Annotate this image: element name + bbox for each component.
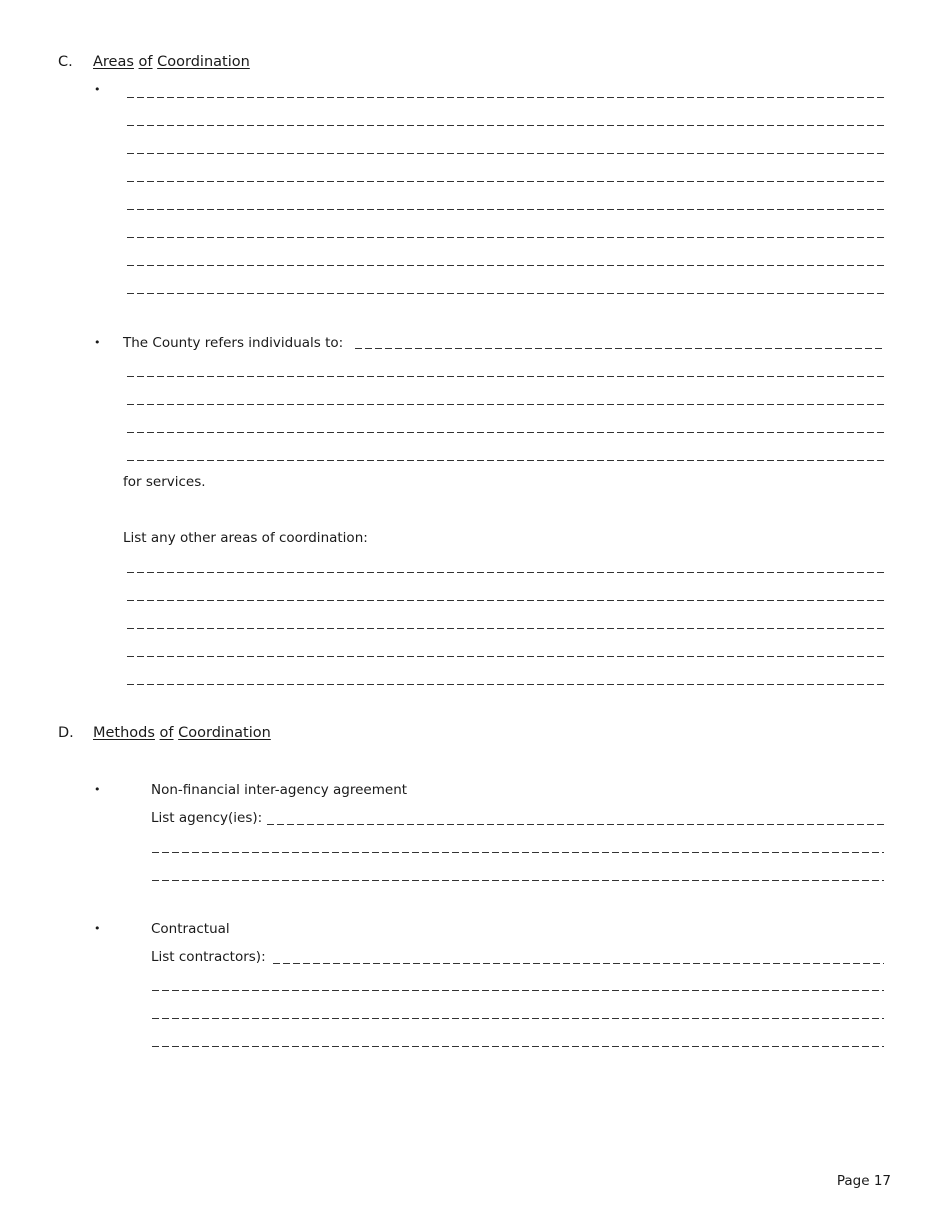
blank-line (355, 348, 884, 349)
title-word: Areas (93, 54, 134, 70)
blank-line (127, 432, 884, 433)
blank-line (152, 1046, 884, 1047)
blank-line (152, 990, 884, 991)
title-word: Coordination (157, 54, 250, 70)
section-d-letter: D. (58, 725, 74, 741)
blank-line (152, 1018, 884, 1019)
for-services-text: for services. (123, 474, 206, 490)
blank-line (127, 237, 884, 238)
blank-line (152, 880, 884, 881)
section-c-letter: C. (58, 54, 73, 70)
blank-line (127, 97, 884, 98)
blank-line (127, 209, 884, 210)
blank-line (127, 181, 884, 182)
title-word: of (138, 54, 153, 70)
item2-title: Contractual (151, 921, 230, 937)
blank-line (127, 265, 884, 266)
bullet: • (94, 922, 101, 935)
bullet: • (94, 83, 101, 96)
section-d-title (93, 725, 271, 741)
blank-line (127, 572, 884, 573)
item2-label: List contractors): (151, 949, 266, 965)
other-areas-label: List any other areas of coordination: (123, 530, 368, 546)
blank-line (127, 656, 884, 657)
bullet: • (94, 336, 101, 349)
blank-line (127, 684, 884, 685)
title-word: Coordination (178, 725, 271, 741)
section-c-title (93, 54, 250, 70)
blank-line (127, 404, 884, 405)
item1-title: Non-financial inter-agency agreement (151, 782, 408, 798)
blank-line (127, 376, 884, 377)
title-word: Methods (93, 725, 155, 741)
page-number: Page 17 (836, 1173, 891, 1189)
blank-line (127, 153, 884, 154)
blank-line (127, 293, 884, 294)
blank-line (127, 600, 884, 601)
refers-label: The County refers individuals to: (123, 335, 344, 351)
blank-line (273, 963, 884, 964)
bullet: • (94, 783, 101, 796)
blank-line (127, 628, 884, 629)
blank-line (152, 852, 884, 853)
blank-line (127, 460, 884, 461)
blank-line (127, 125, 884, 126)
blank-line (267, 824, 884, 825)
item1-label: List agency(ies): (151, 810, 263, 826)
title-word: of (159, 725, 174, 741)
